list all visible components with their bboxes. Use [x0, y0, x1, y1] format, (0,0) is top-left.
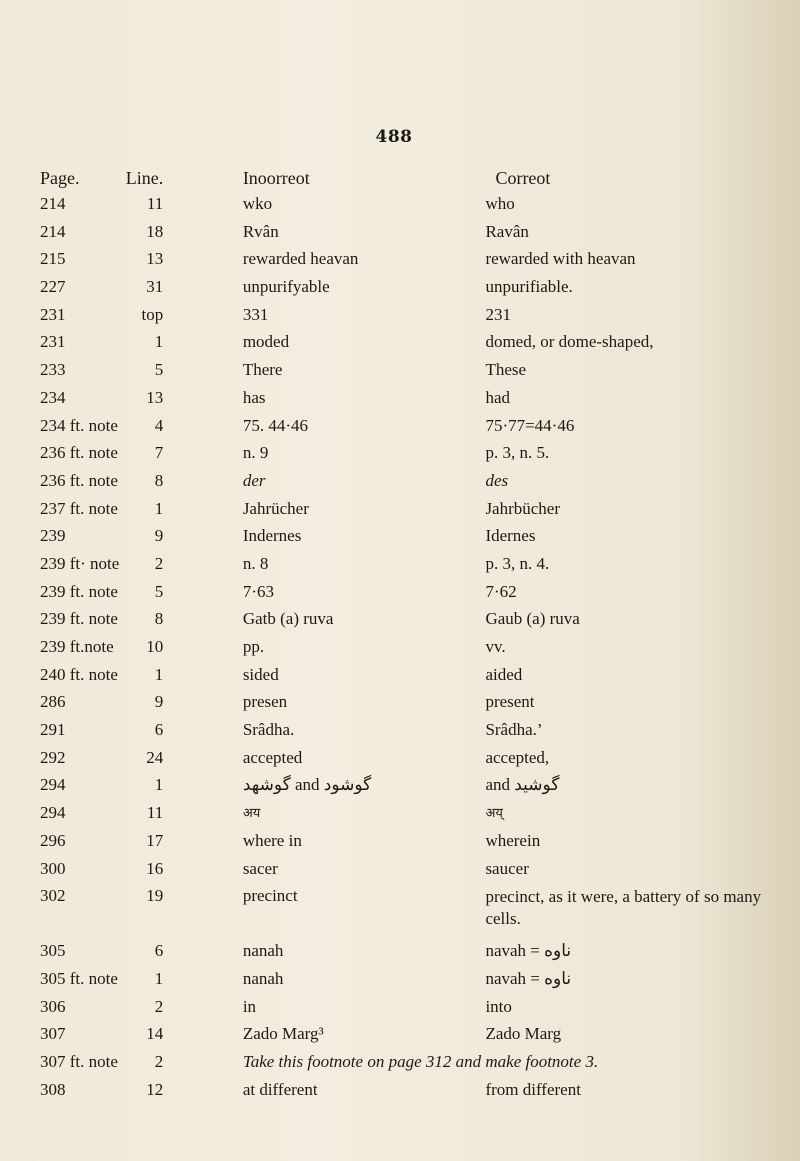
header-gap: [165, 168, 243, 194]
errata-row: [40, 249, 800, 277]
row-page: 240 ft. note: [40, 664, 118, 684]
row-page: 239 ft.note: [40, 637, 114, 656]
row-page: 305 ft. note: [40, 968, 118, 988]
row-line: 10: [146, 637, 164, 656]
row-page: 236 ft. note: [40, 443, 118, 463]
row-correct: into: [485, 996, 512, 1016]
row-correct: These: [485, 360, 527, 380]
errata-row: [40, 305, 800, 333]
row-line: 13: [146, 387, 164, 407]
row-incorrect: n. 8: [242, 553, 269, 573]
row-line: 11: [146, 803, 164, 823]
errata-row: [40, 775, 800, 803]
row-page: 239: [40, 526, 66, 546]
row-page: 306: [40, 996, 66, 1016]
row-line: 13: [146, 249, 164, 269]
row-line: 6: [154, 941, 164, 961]
row-line: 4: [154, 415, 164, 435]
row-line: 12: [146, 1079, 164, 1099]
row-correct: Srâdha.’: [485, 720, 543, 740]
row-page: 307: [40, 1024, 66, 1044]
errata-row: [40, 443, 800, 471]
errata-row: [40, 388, 800, 416]
row-line: 2: [154, 553, 164, 573]
row-correct: 231: [485, 304, 511, 324]
errata-row: [40, 332, 800, 360]
row-line: 1: [154, 498, 164, 518]
row-correct: [485, 775, 800, 803]
row-incorrect: nanah: [242, 941, 284, 961]
row-incorrect: in: [242, 996, 257, 1016]
header-correct: Correot: [495, 168, 551, 188]
row-incorrect: at different: [242, 1079, 318, 1099]
row-incorrect: [243, 775, 486, 803]
row-line: 31: [146, 277, 164, 297]
row-line: 16: [146, 858, 164, 878]
row-correct: p. 3, n. 5.: [485, 443, 550, 463]
row-correct: Ravân: [485, 221, 529, 241]
row-line: 24: [146, 747, 164, 767]
row-correct: saucer: [485, 858, 529, 878]
row-line: 11: [146, 194, 164, 213]
row-correct: from different: [485, 1079, 581, 1099]
row-incorrect: precinct: [242, 886, 298, 906]
row-page: 286: [40, 692, 66, 712]
row-line: 1: [154, 332, 164, 352]
row-page: 296: [40, 830, 66, 850]
page-number: 488: [375, 127, 413, 147]
errata-row: [40, 416, 800, 444]
row-page: 237 ft. note: [40, 498, 118, 518]
errata-row: [40, 277, 800, 305]
row-incorrect: unpurifyable: [242, 277, 330, 297]
row-incorrect: presen: [242, 692, 288, 712]
header-line: Line.: [125, 168, 164, 188]
row-correct: des: [485, 470, 509, 490]
errata-row: [40, 831, 800, 859]
persian-word-b: ﮔﻮﺷﻮد: [323, 775, 372, 795]
row-page: 294: [40, 803, 66, 823]
errata-row: [40, 720, 800, 748]
row-incorrect: pp.: [242, 637, 265, 656]
errata-row: [40, 222, 800, 250]
row-correct: p. 3, n. 4.: [485, 553, 550, 573]
row-correct: Jahrbücher: [485, 498, 561, 518]
row-correct: who: [485, 194, 515, 213]
row-correct: Idernes: [485, 526, 536, 546]
row-incorrect: अय: [242, 805, 261, 821]
and-connector: and: [294, 775, 320, 795]
row-correct: unpurifiable.: [485, 277, 573, 297]
row-correct: Zado Marg: [485, 1024, 562, 1044]
row-line: 2: [154, 1051, 164, 1071]
row-correct: Gaub (a) ruva: [485, 609, 580, 629]
row-line: 2: [154, 996, 164, 1016]
row-incorrect: der: [242, 470, 266, 490]
errata-row: [40, 360, 800, 388]
footnote-instruction: Take this footnote on page 312 and make footnote 3.: [242, 1051, 599, 1071]
row-line: 6: [154, 720, 164, 740]
row-line: 19: [146, 886, 164, 906]
row-incorrect: 75. 44·46: [242, 415, 308, 435]
errata-row: [40, 554, 800, 582]
row-line: 5: [154, 360, 164, 380]
row-incorrect: 7·63: [242, 581, 274, 601]
errata-header-row: [40, 168, 800, 194]
row-correct: rewarded with heavan: [485, 249, 636, 269]
row-line: 1: [154, 664, 164, 684]
errata-row: [40, 1080, 800, 1108]
row-page: 234: [40, 387, 66, 407]
row-incorrect: rewarded heavan: [242, 249, 359, 269]
row-incorrect: sided: [242, 664, 279, 684]
errata-row: [40, 665, 800, 693]
row-incorrect: accepted: [242, 747, 303, 767]
row-line: 5: [154, 581, 164, 601]
row-incorrect: Gatb (a) ruva: [242, 609, 334, 629]
errata-row: [40, 609, 800, 637]
row-page: 236 ft. note: [40, 470, 118, 490]
row-incorrect: has: [242, 387, 266, 407]
row-incorrect: Indernes: [242, 526, 302, 546]
row-line: top: [141, 304, 164, 324]
errata-row: [40, 1024, 800, 1052]
row-correct: 75·77=44·46: [485, 415, 575, 435]
row-incorrect: where in: [242, 830, 302, 850]
errata-row: [40, 499, 800, 527]
row-page: 239 ft. note: [40, 609, 118, 629]
row-incorrect: n. 9: [242, 443, 269, 463]
row-page: 294: [40, 775, 66, 795]
row-incorrect: Jahrücher: [242, 498, 309, 518]
row-page: 239 ft· note: [40, 553, 120, 573]
row-correct: अय्: [485, 805, 503, 821]
row-incorrect: sacer: [242, 858, 278, 878]
row-line: 17: [146, 830, 164, 850]
row-incorrect: nanah: [242, 968, 284, 988]
row-correct: vv.: [485, 637, 506, 656]
row-correct: present: [485, 692, 535, 712]
row-line: 14: [146, 1024, 164, 1044]
row-page: 305: [40, 941, 66, 961]
row-page: 214: [40, 221, 66, 241]
row-correct: had: [485, 387, 510, 407]
row-correct: 7·62: [485, 581, 517, 601]
row-correct: navah = ﻧﺎوه: [485, 941, 572, 961]
errata-row: [40, 969, 800, 997]
row-line: 9: [154, 526, 164, 546]
row-page: 302: [40, 886, 66, 906]
row-line: 9: [154, 692, 164, 712]
row-correct: aided: [485, 664, 523, 684]
row-page: 307 ft. note: [40, 1051, 118, 1071]
errata-row: [40, 997, 800, 1025]
row-page: 233: [40, 360, 66, 380]
row-correct: accepted,: [485, 747, 550, 767]
errata-row: [40, 748, 800, 776]
errata-row: [40, 526, 800, 554]
errata-row: [40, 582, 800, 610]
errata-row: [40, 803, 800, 831]
row-page: 292: [40, 747, 66, 767]
errata-table: [40, 168, 800, 1107]
persian-word-correct: ﮔﻮﺷﻴﺪ: [514, 775, 560, 795]
header-incorrect: Inoorreot: [242, 168, 310, 188]
errata-row: [40, 637, 800, 665]
and-connector: and: [485, 775, 510, 795]
row-incorrect: Zado Marg³: [242, 1024, 324, 1044]
row-correct: navah = ﻧﺎوه: [485, 968, 572, 988]
errata-row: [40, 941, 800, 969]
row-page: 214: [40, 194, 66, 213]
row-correct: domed, or dome-shaped,: [485, 332, 654, 352]
row-incorrect: 331: [242, 304, 269, 324]
row-incorrect: moded: [242, 332, 290, 352]
row-page: 239 ft. note: [40, 581, 118, 601]
row-page: 227: [40, 277, 66, 297]
errata-row: [40, 1052, 800, 1080]
row-line: 1: [154, 775, 164, 795]
row-line: 18: [146, 221, 164, 241]
errata-row: [40, 471, 800, 499]
row-line: 8: [154, 470, 164, 490]
row-incorrect: Rvân: [242, 221, 279, 241]
row-incorrect: wko: [242, 194, 273, 213]
row-page: 300: [40, 858, 66, 878]
errata-row: [40, 194, 800, 222]
row-correct: precinct, as it were, a battery of so many cells.: [485, 887, 762, 929]
row-incorrect: Srâdha.: [242, 720, 295, 740]
row-incorrect: There: [242, 360, 283, 380]
row-correct: wherein: [485, 830, 541, 850]
persian-word-a: ﮔﻮﺷﻬﺪ: [242, 775, 291, 795]
row-page: 215: [40, 249, 66, 269]
errata-row: [40, 886, 800, 941]
row-line: 7: [154, 443, 164, 463]
row-page: 234 ft. note: [40, 415, 118, 435]
row-page: 291: [40, 720, 66, 740]
row-line: 8: [154, 609, 164, 629]
row-page: 231: [40, 304, 66, 324]
row-line: 1: [154, 968, 164, 988]
errata-row: [40, 859, 800, 887]
row-page: 231: [40, 332, 66, 352]
header-page: Page.: [40, 168, 80, 188]
errata-row: [40, 692, 800, 720]
row-page: 308: [40, 1079, 66, 1099]
